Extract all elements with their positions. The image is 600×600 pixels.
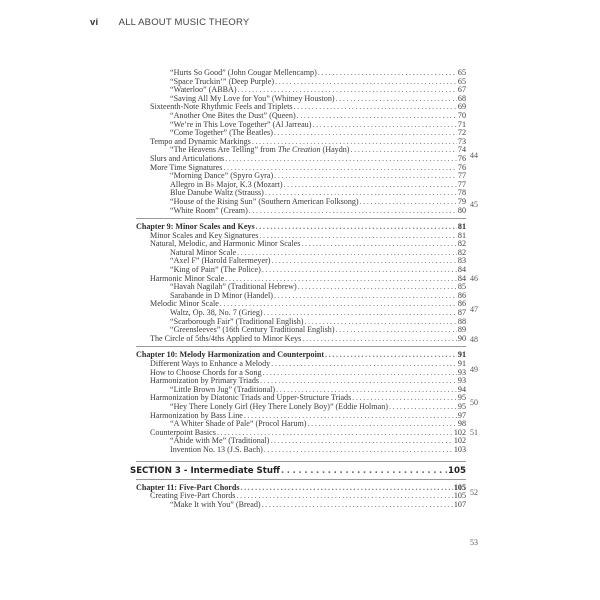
toc-entry-page: 95 [457, 401, 466, 411]
toc-entry-title: Waltz, Op. 38, No. 7 (Grieg) [170, 308, 263, 318]
toc-entry-page: 84 [457, 273, 466, 283]
toc-section-3 [130, 461, 466, 480]
toc-entry-page: 103 [453, 444, 466, 454]
toc-entry-title: “House of the Rising Sun” (Southern American Folksong) [170, 196, 359, 206]
toc-entry-title: “The Heavens Are Telling” from The Creation (Haydn) [170, 145, 350, 155]
toc-entry-title: “Axel F” (Harold Faltermeyer) [170, 256, 271, 266]
toc-entry-page: 107 [453, 499, 466, 509]
toc-entry-page: 98 [457, 419, 466, 429]
toc-entry-page: 81 [457, 222, 466, 232]
toc-entry-page: 74 [457, 145, 466, 155]
section-title: SECTION 3 - Intermediate Stuff [130, 465, 280, 476]
dot-leader [249, 207, 457, 216]
toc-entry-title: “Little Brown Jug” (Traditional) [170, 384, 276, 394]
toc-entry-title: Invention No. 13 (J.S. Bach) [170, 444, 263, 454]
margin-number: 51 [470, 428, 478, 437]
toc-entry-page: 102 [453, 427, 466, 437]
dot-leader [271, 257, 456, 266]
book-title: ALL ABOUT MUSIC THEORY [118, 17, 250, 28]
margin-number: 46 [470, 274, 478, 283]
toc-entry-page: 70 [457, 110, 466, 120]
toc-entry-page: 93 [457, 367, 466, 377]
toc-entry-page: 80 [457, 205, 466, 215]
toc-entry-title: “King of Pain” (The Police) [170, 265, 261, 275]
dot-leader [284, 181, 457, 190]
toc-entry-title: “Make It with You” (Bread) [170, 499, 261, 509]
dot-leader [297, 112, 457, 121]
dot-leader [262, 266, 457, 275]
toc-entry-page: 89 [457, 325, 466, 335]
toc-entry-title: “Abide with Me” (Traditional) [170, 436, 270, 446]
toc-entry-page: 97 [457, 410, 466, 420]
toc-entry-title: Sixteenth-Note Rhythmic Feels and Triplets [150, 102, 293, 112]
dot-leader [270, 437, 453, 446]
toc-entry-title: Harmonic Minor Scale [150, 273, 225, 283]
toc-entry-page: 94 [457, 384, 466, 394]
toc-entry-title: “Space Truckin’” (Deep Purple) [170, 76, 275, 86]
dot-leader [225, 155, 457, 164]
toc-entry-page: 73 [457, 136, 466, 146]
toc-entry-page: 105 [453, 482, 466, 492]
toc-entry-row[interactable] [136, 446, 466, 455]
dot-leader [312, 121, 456, 130]
toc-entry-page: 84 [457, 265, 466, 275]
dot-leader [302, 335, 457, 344]
toc-entry-title: Sarabande in D Minor (Handel) [170, 290, 273, 300]
toc-entry-title: Blue Danube Waltz (Strauss) [170, 188, 264, 198]
toc-chapter-9 [136, 218, 466, 343]
toc-entry-title: More Time Signatures [150, 162, 223, 172]
dot-leader [336, 95, 457, 104]
dot-leader [275, 78, 457, 87]
dot-leader [256, 223, 457, 232]
margin-number: 53 [470, 538, 478, 547]
toc-entry-title: Different Ways to Enhance a Melody [150, 359, 271, 368]
toc-entry-page: 76 [457, 153, 466, 163]
toc-entry-page: 67 [457, 85, 466, 95]
toc-section-row[interactable] [130, 465, 466, 477]
toc-entry-page: 65 [457, 76, 466, 86]
toc-entry-page: 72 [457, 128, 466, 138]
toc-entry-page: 82 [457, 239, 466, 249]
dot-leader [336, 326, 457, 335]
toc-entry-page: 69 [457, 102, 466, 112]
toc-chapter-10 [136, 346, 466, 454]
toc-entry-title: “Morning Dance” (Spyro Gyra) [170, 171, 274, 181]
toc-entry-title: “Havah Nagilah” (Traditional Hebrew) [170, 282, 297, 292]
toc-entry-title: “Come Together” (The Beatles) [170, 128, 273, 138]
toc-entry-title: “White Room” (Cream) [170, 205, 248, 215]
dot-leader [236, 492, 452, 501]
toc-entry-page: 82 [457, 247, 466, 257]
dot-leader [262, 501, 453, 510]
dot-leader [281, 465, 447, 477]
toc-entry-page: 86 [457, 290, 466, 300]
toc-entry-title: Harmonization by Primary Triads [150, 376, 260, 386]
toc-entry-title: The Circle of 5ths/4ths Applied to Minor Keys [150, 333, 302, 343]
dot-leader [240, 484, 452, 493]
toc-entry-title: Allegro in B♭ Major, K.3 (Mozart) [170, 179, 283, 189]
toc-entry-title: Slurs and Articulations [150, 153, 225, 163]
toc-entry-title: Tempo and Dynamic Markings [150, 136, 251, 146]
table-of-contents [130, 68, 466, 509]
margin-number: 48 [470, 335, 478, 344]
dot-leader [351, 146, 457, 155]
toc-entry-title: Melodic Minor Scale [150, 299, 219, 309]
toc-entry-page: 105 [453, 491, 466, 501]
dot-leader [294, 103, 457, 112]
toc-entry-page: 77 [457, 179, 466, 189]
toc-entry-page: 90 [457, 333, 466, 343]
toc-entry-title: Creating Five-Part Chords [150, 491, 236, 501]
toc-entry-page: 79 [457, 196, 466, 206]
section-page: 105 [448, 465, 466, 476]
toc-entry-page: 78 [457, 188, 466, 198]
dot-leader [263, 369, 457, 378]
toc-entry-title: “A Whiter Shade of Pale” (Procol Harum) [170, 419, 307, 429]
toc-entry-page: 68 [457, 93, 466, 103]
toc-entry-title: “Waterloo” (ABBA) [170, 85, 237, 95]
toc-entry-page: 91 [457, 350, 466, 360]
toc-entry-row[interactable] [136, 335, 466, 344]
dot-leader [237, 249, 457, 258]
toc-entry-title: Natural, Melodic, and Harmonic Minor Scales [150, 239, 301, 249]
toc-entry-page: 81 [457, 230, 466, 240]
toc-entry-page: 87 [457, 308, 466, 318]
dot-leader [298, 283, 457, 292]
toc-entry-page: 91 [457, 359, 466, 368]
dot-leader [271, 360, 457, 369]
dot-leader [325, 351, 457, 360]
dot-leader [360, 198, 457, 207]
toc-entry-title: Harmonization by Bass Line [150, 410, 243, 420]
margin-number: 50 [470, 398, 478, 407]
toc-entry-title: Chapter 11: Five-Part Chords [136, 482, 240, 492]
margin-number: 52 [470, 488, 478, 497]
margin-number: 44 [470, 151, 478, 160]
toc-entry-page: 76 [457, 162, 466, 172]
toc-chapter-11 [136, 484, 466, 510]
toc-entry-title: Harmonization by Diatonic Triads and Upper-Structure Triads [150, 393, 352, 403]
running-header [90, 17, 249, 28]
toc-entry-row[interactable] [136, 207, 466, 216]
dot-leader [274, 172, 457, 181]
toc-entry-title: “Saving All My Love for You” (Whitney Houston) [170, 93, 335, 103]
toc-entry-page: 71 [457, 119, 466, 129]
margin-number: 49 [470, 365, 478, 374]
dot-leader [260, 377, 457, 386]
dot-leader [318, 69, 457, 78]
toc-entry-title: “We’re in This Love Together” (Al Jarreau) [170, 119, 312, 129]
toc-entry-title: Chapter 9: Minor Scales and Keys [136, 222, 255, 232]
toc-entry-title: Chapter 10: Melody Harmonization and Counterpoint [136, 350, 325, 360]
toc-entry-title: Counterpoint Basics [150, 427, 216, 437]
toc-entry-page: 77 [457, 171, 466, 181]
toc-entry-page: 65 [457, 68, 466, 77]
toc-entry-page: 95 [457, 393, 466, 403]
dot-leader [301, 240, 457, 249]
toc-entry-page: 102 [453, 436, 466, 446]
toc-entry-title: Minor Scales and Key Signatures [150, 230, 259, 240]
toc-entry-title: Natural Minor Scale [170, 247, 237, 257]
page-number: vi [90, 17, 99, 28]
toc-entry-page: 93 [457, 376, 466, 386]
margin-number: 45 [470, 200, 478, 209]
dot-leader [274, 129, 457, 138]
toc-entry-title: How to Choose Chords for a Song [150, 367, 262, 377]
toc-entry-title: “Scarborough Fair” (Traditional English) [170, 316, 304, 326]
toc-entry-title: “Hurts So Good” (John Cougar Mellencamp) [170, 68, 317, 77]
toc-entry-page: 83 [457, 256, 466, 266]
dot-leader [308, 420, 457, 429]
toc-entry-page: 88 [457, 316, 466, 326]
dot-leader [389, 403, 457, 412]
toc-entry-title: “Another One Bites the Dust” (Queen) [170, 110, 296, 120]
dot-leader [274, 292, 457, 301]
toc-entry-page: 85 [457, 282, 466, 292]
dot-leader [264, 446, 453, 455]
margin-number: 47 [470, 305, 478, 314]
toc-group-chapter8-continued [136, 69, 466, 215]
toc-entry-row[interactable] [136, 501, 466, 510]
toc-entry-page: 86 [457, 299, 466, 309]
toc-entry-title: “Greensleeves” (16th Century Traditional English) [170, 325, 335, 335]
toc-entry-title: “Hey There Lonely Girl (Hey There Lonely Boy)” (Eddie Holman) [170, 401, 388, 411]
